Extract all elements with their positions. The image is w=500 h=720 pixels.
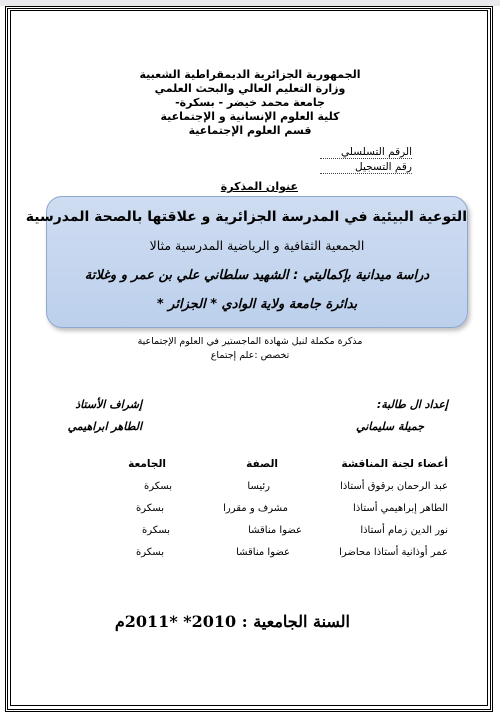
supervisor-name: الطاهر ابراهيمي [67,420,142,433]
field-study-location: بدائرة جامعة ولاية الوادي * الجزائر * [156,297,358,312]
department-name: قسم العلوم الإجتماعية [188,124,312,137]
register-number-line [320,173,412,174]
register-number-label: رقم التسجيل [355,161,412,173]
committee-university: بسكرة [142,525,170,536]
committee-member: عبد الرحمان برقوق أستاذا [340,481,448,492]
committee-member: عمر أوذانية أستاذا محاضرا [339,547,448,558]
republic-name: الجمهورية الجزائرية الديمقراطية الشعبية [139,68,361,81]
committee-university: بسكرة [144,481,172,492]
student-name: جميلة سليماني [356,420,424,433]
field-study-line: دراسة ميدانية بإكماليتي : الشهيد سلطاني علي بن عمر و وغلاتة [84,268,430,283]
specialty: تخصص :علم إجتماع [210,350,290,361]
committee-member-header: أعضاء لجنة المناقشة [341,458,448,470]
committee-member: الطاهر إبراهيمي أستاذا [353,503,448,514]
committee-role: رئيسا [247,481,270,492]
memo-title-label: عنوان المذكرة [220,180,298,193]
committee-role: مشرف و مقررا [223,503,288,514]
committee-university: بسكرة [136,503,164,514]
committee-member: نور الدين زمام أستاذا [360,525,448,536]
supervisor-label: إشراف الأستاذ [75,398,142,411]
committee-university: بسكرة [136,547,164,558]
memo-note: مذكرة مكملة لنيل شهادة الماجستير في العلوم الإجتماعية [137,336,363,347]
committee-role-header: الصفة [246,458,278,470]
committee-role: عضوا مناقشا [248,525,302,536]
university-name: جامعة محمد خيضر - بسكرة- [175,96,325,109]
academic-year: السنة الجامعية : 2010* *2011م [114,612,350,631]
committee-role: عضوا مناقشا [236,547,290,558]
ministry-name: وزارة التعليم العالي والبحث العلمي [154,82,346,95]
serial-number-line [320,158,412,159]
faculty-name: كلية العلوم الإنسانية و الإجتماعية [160,110,340,123]
prepared-by-label: إعداد ال طالبة: [376,398,448,411]
committee-university-header: الجامعة [128,458,166,470]
serial-number-label: الرقم التسلسلي [341,146,412,158]
title-box [25,196,468,328]
thesis-title: التوعية البيئية في المدرسة الجزائرية و علاقتها بالصحة المدرسية [25,209,467,225]
thesis-subtitle: الجمعية الثقافية و الرياضية المدرسية مثالا [149,238,365,253]
